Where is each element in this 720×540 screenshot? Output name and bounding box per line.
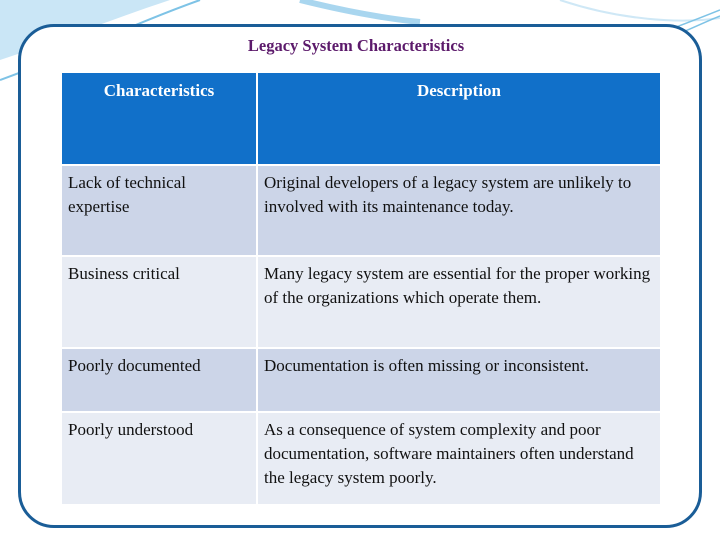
description-cell: Documentation is often missing or inconsistent. (257, 348, 661, 412)
slide-title: Legacy System Characteristics (247, 36, 465, 55)
column-header-characteristics: Characteristics (61, 72, 257, 165)
table-header-row (61, 72, 661, 165)
description-cell: Many legacy system are essential for the proper working of the organizations which operate them. (257, 256, 661, 348)
characteristic-cell: Lack of technical expertise (61, 165, 257, 256)
column-header-description: Description (257, 72, 661, 165)
characteristic-cell: Business critical (61, 256, 257, 348)
description-cell: As a consequence of system complexity and poor documentation, software maintainers often understand the legacy system poorly. (257, 412, 661, 505)
table-row (61, 348, 661, 412)
description-cell: Original developers of a legacy system are unlikely to involved with its maintenance today. (257, 165, 661, 256)
characteristic-cell: Poorly understood (61, 412, 257, 505)
characteristics-table (60, 71, 662, 506)
table-row (61, 412, 661, 505)
characteristic-cell: Poorly documented (61, 348, 257, 412)
table-row (61, 165, 661, 256)
table-row (61, 256, 661, 348)
